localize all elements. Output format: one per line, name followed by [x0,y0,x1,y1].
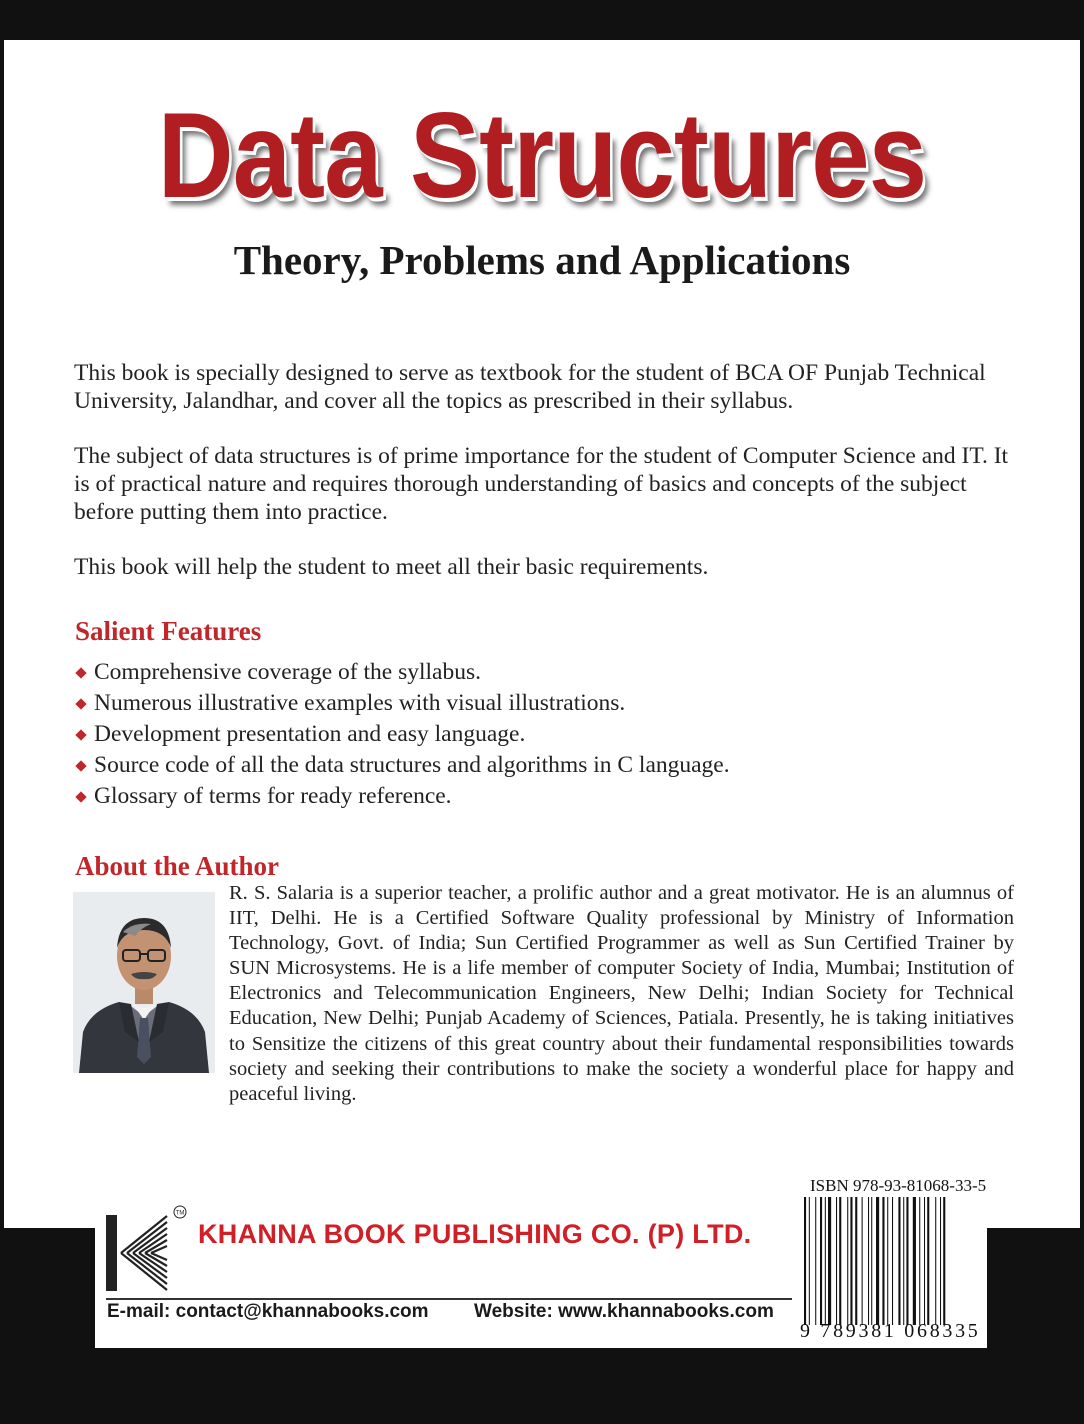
diamond-bullet-icon [75,667,86,678]
publisher-logo-icon [105,1214,171,1292]
description-paragraph-3: This book will help the student to meet all their basic requirements. [74,554,709,580]
author-photo [73,892,215,1073]
feature-item [74,688,1014,719]
isbn-label: ISBN 978-93-81068-33-5 [810,1176,987,1195]
diamond-bullet-icon [75,760,86,771]
feature-item [74,781,1014,812]
feature-text: Glossary of terms for ready reference. [94,783,452,809]
barcode-digits: 9 789381 068335 [800,1320,981,1342]
feature-text: Comprehensive coverage of the syllabus. [94,659,481,685]
feature-text: Numerous illustrative examples with visual illustrations. [94,690,626,716]
salient-features-heading: Salient Features [75,616,262,646]
feature-item [74,657,1014,688]
salient-features-list [74,657,1014,812]
isbn-barcode [802,1197,984,1325]
publisher-name: KHANNA BOOK PUBLISHING CO. (P) LTD. [198,1219,752,1249]
description-paragraph-1: This book is specially designed to serve as textbook for the student of BCA OF Punjab Technical University, Jalandhar, and cover all the topics as prescribed in their syllabus. [74,360,986,414]
left-border [0,40,4,1228]
author-bio: R. S. Salaria is a superior teacher, a prolific author and a great motivator. He is an alumnus of IIT, Delhi. He is a Certified Software Quality professional by Ministry of Information Technology, Govt. of India; Sun Certified Programmer as well as Sun Certified Trainer by SUN Microsystems. He is a life member of computer Society of India, Mumbai; Institution of Electronics and Telecommunication Engineers, New Delhi; Indian Society for Technical Education, New Delhi; Punjab Academy of Sciences, Patiala. Presently, he is taking initiatives to Sensitize the citizens of this great country about their fundamental responsibilities towards society and seeking their contributions to make the society a wonderful place for happy and peaceful living. [229,882,1014,1105]
diamond-bullet-icon [75,698,86,709]
publisher-website: Website: www.khannabooks.com [474,1301,774,1322]
book-subtitle: Theory, Problems and Applications [233,237,851,283]
trademark-icon [173,1205,187,1219]
description-paragraph-2: The subject of data structures is of prime importance for the student of Computer Science and IT. It is of practical nature and requires thorough understanding of basics and concepts of the subject before putting them into practice. [74,443,1009,525]
divider [106,1298,792,1300]
feature-text: Source code of all the data structures and algorithms in C language. [94,752,730,778]
diamond-bullet-icon [75,729,86,740]
publisher-email: E-mail: contact@khannabooks.com [107,1301,429,1322]
feature-item [74,719,1014,750]
diamond-bullet-icon [75,791,86,802]
trademark-text: TM [175,1210,185,1217]
book-title: Data Structures [157,87,927,223]
feature-item [74,750,1014,781]
top-dark-band [0,0,1084,40]
about-author-heading: About the Author [75,851,280,881]
feature-text: Development presentation and easy language. [94,721,526,747]
right-border [1080,40,1084,1228]
